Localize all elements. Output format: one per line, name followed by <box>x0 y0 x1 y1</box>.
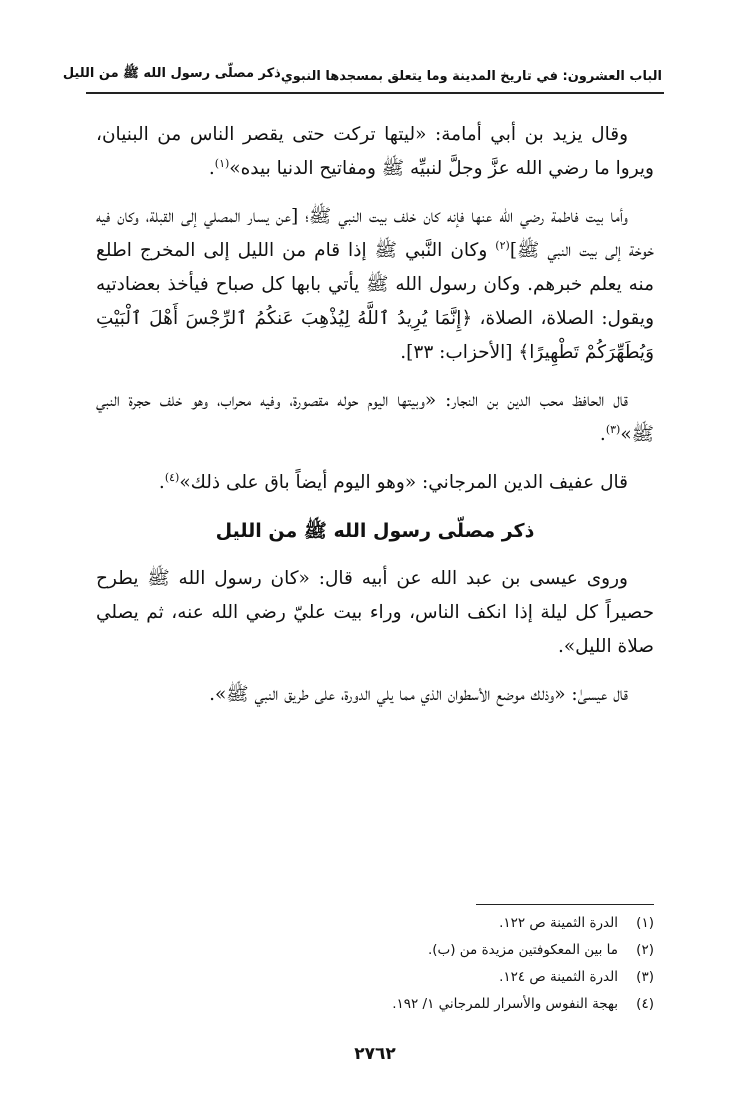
footnotes <box>96 910 654 1018</box>
footnote-rule <box>476 904 654 905</box>
header-rule <box>86 92 664 94</box>
footnote: (٢) ما بين المعكوفتين مزيدة من (ب). <box>427 942 654 958</box>
footnote-marker: (٢) <box>495 238 510 252</box>
paragraph: وقال يزيد بن أبي أمامة: «ليتها تركت حتى يقصر الناس من البنيان، ويروا ما رضي الله عزَّ وجلَّ لنبيِّه ﷺ ومفاتيح الدنيا بيده»$^{(١)}$. <box>96 124 654 179</box>
section-heading: ذكر مصلّى رسول الله ﷺ من الليل <box>215 520 535 542</box>
page-number: ٢٧٦٢ <box>354 1044 396 1064</box>
main-text <box>96 118 654 726</box>
footnote: (١) الدرة الثمينة ص ١٢٢. <box>499 915 654 931</box>
chapter-title: الباب العشرون: في تاريخ المدينة وما يتعلق بمسجدها النبوي <box>280 69 662 84</box>
footnote-marker: (٣) <box>605 422 621 436</box>
footnote: (٤) بهجة النفوس والأسرار للمرجاني ١/ ١٩٢. <box>392 996 654 1012</box>
footnote: (٣) الدرة الثمينة ص ١٢٤. <box>499 969 654 985</box>
footnote-marker: (٤) <box>164 470 180 484</box>
paragraph: قال الحافظ محب الدين بن النجار: «وبيتها اليوم حوله مقصورة، وفيه محراب، وهو خلف حجرة النبي ﷺ»$^{(٣)}$. <box>96 390 654 445</box>
paragraph: قال عفيف الدين المرجاني: «وهو اليوم أيضاً باق على ذلك»$^{(٤)}$. <box>158 470 628 493</box>
header-section-title: ذكر مصلّى رسول الله ﷺ من الليل <box>62 66 281 81</box>
footnote-marker: (١) <box>214 156 230 170</box>
paragraph: وأما بيت فاطمة رضي الله عنها فإنه كان خلف بيت النبي ﷺ؛ [عن يسار المصلي إلى القبلة، وكان فيه خوخة إلى بيت النبي ﷺ]$^{(٢)}$ وكان النَّبي ﷺ إذا قام من الليل إلى المخرج اطلع منه يعلم خبرهم. وكان رسول الله ﷺ يأتي بابها كل صباح فيأخذ بعضادتيه ويقول: الصلاة، الصلاة، ﴿إِنَّمَا يُرِيدُ ٱللَّهُ لِيُذْهِبَ عَنكُمُ ٱلرِّجْسَ أَهْلَ ٱلْبَيْتِ وَيُطَهِّرَكُمْ تَطْهِيرًا﴾ [الأحزاب: ٣٣]. <box>96 206 655 363</box>
paragraph: وروى عيسى بن عبد الله عن أبيه قال: «كان رسول الله ﷺ يطرح حصيراً كل ليلة إذا انكف الناس، وراء بيت عليّ رضي الله عنه، ثم يصلي صلاة الليل». <box>96 568 654 657</box>
paragraph: قال عيسىٰ: «وذلك موضع الأسطوان الذي مما يلي الدورة، على طريق النبي ﷺ». <box>209 684 628 705</box>
running-header <box>62 58 662 84</box>
